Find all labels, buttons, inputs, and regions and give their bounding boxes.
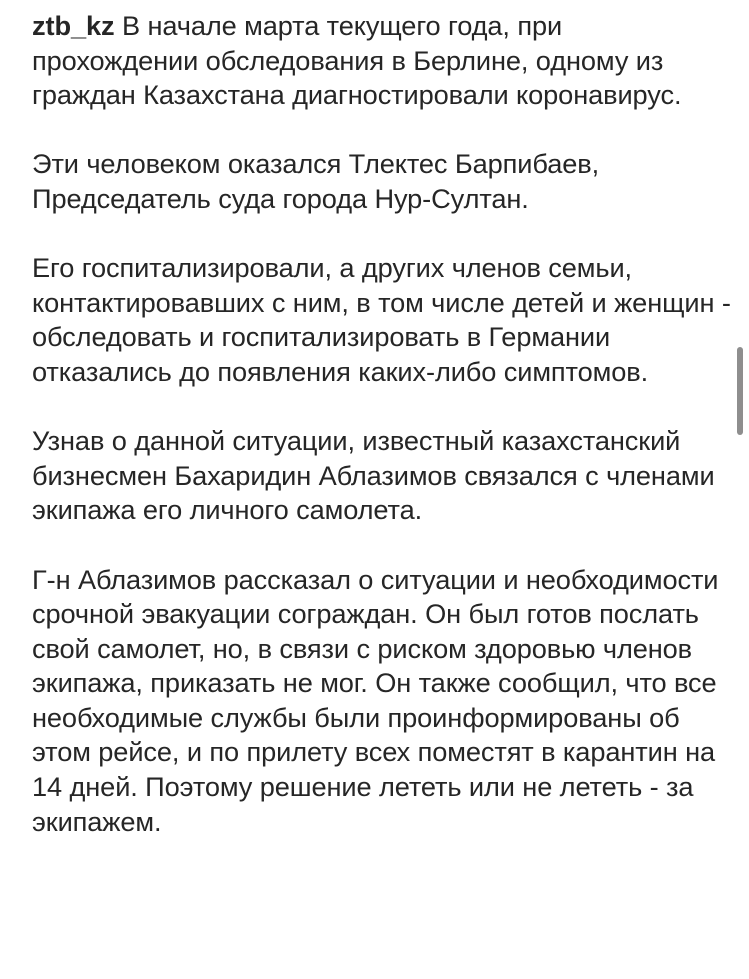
caption-paragraph: Узнав о данной ситуации, известный казахстанский бизнесмен Бахаридин Аблазимов связался с членами экипажа его личного самолета.: [32, 425, 715, 526]
caption-paragraph-text: В начале марта текущего года, при прохождении обследования в Берлине, одному из граждан Казахстана диагностировали коронавирус.: [32, 10, 682, 111]
vertical-scrollbar[interactable]: [737, 347, 743, 435]
post-caption: [32, 9, 734, 874]
caption-paragraph: Эти человеком оказался Тлектес Барпибаев, Председатель суда города Нур-Султан.: [32, 148, 600, 214]
caption-paragraph: Его госпитализировали, а других членов семьи, контактировавших с ним, в том числе детей и женщин - обследовать и госпитализировать в Германии отказались до появления каких-либо симптомов.: [32, 252, 731, 387]
username-link[interactable]: ztb_kz: [32, 10, 115, 41]
caption-paragraph: Г-н Аблазимов рассказал о ситуации и необходимости срочной эвакуации сограждан. Он был готов послать свой самолет, но, в связи с риском здоровью членов экипажа, приказать не мог. Он также сообщил, что все необходимые службы были проинформированы об этом рейсе, и по прилету всех поместят в карантин на 14 дней. Поэтому решение лететь или не лететь - за экипажем.: [32, 563, 719, 837]
caption-paragraph: [32, 9, 734, 113]
